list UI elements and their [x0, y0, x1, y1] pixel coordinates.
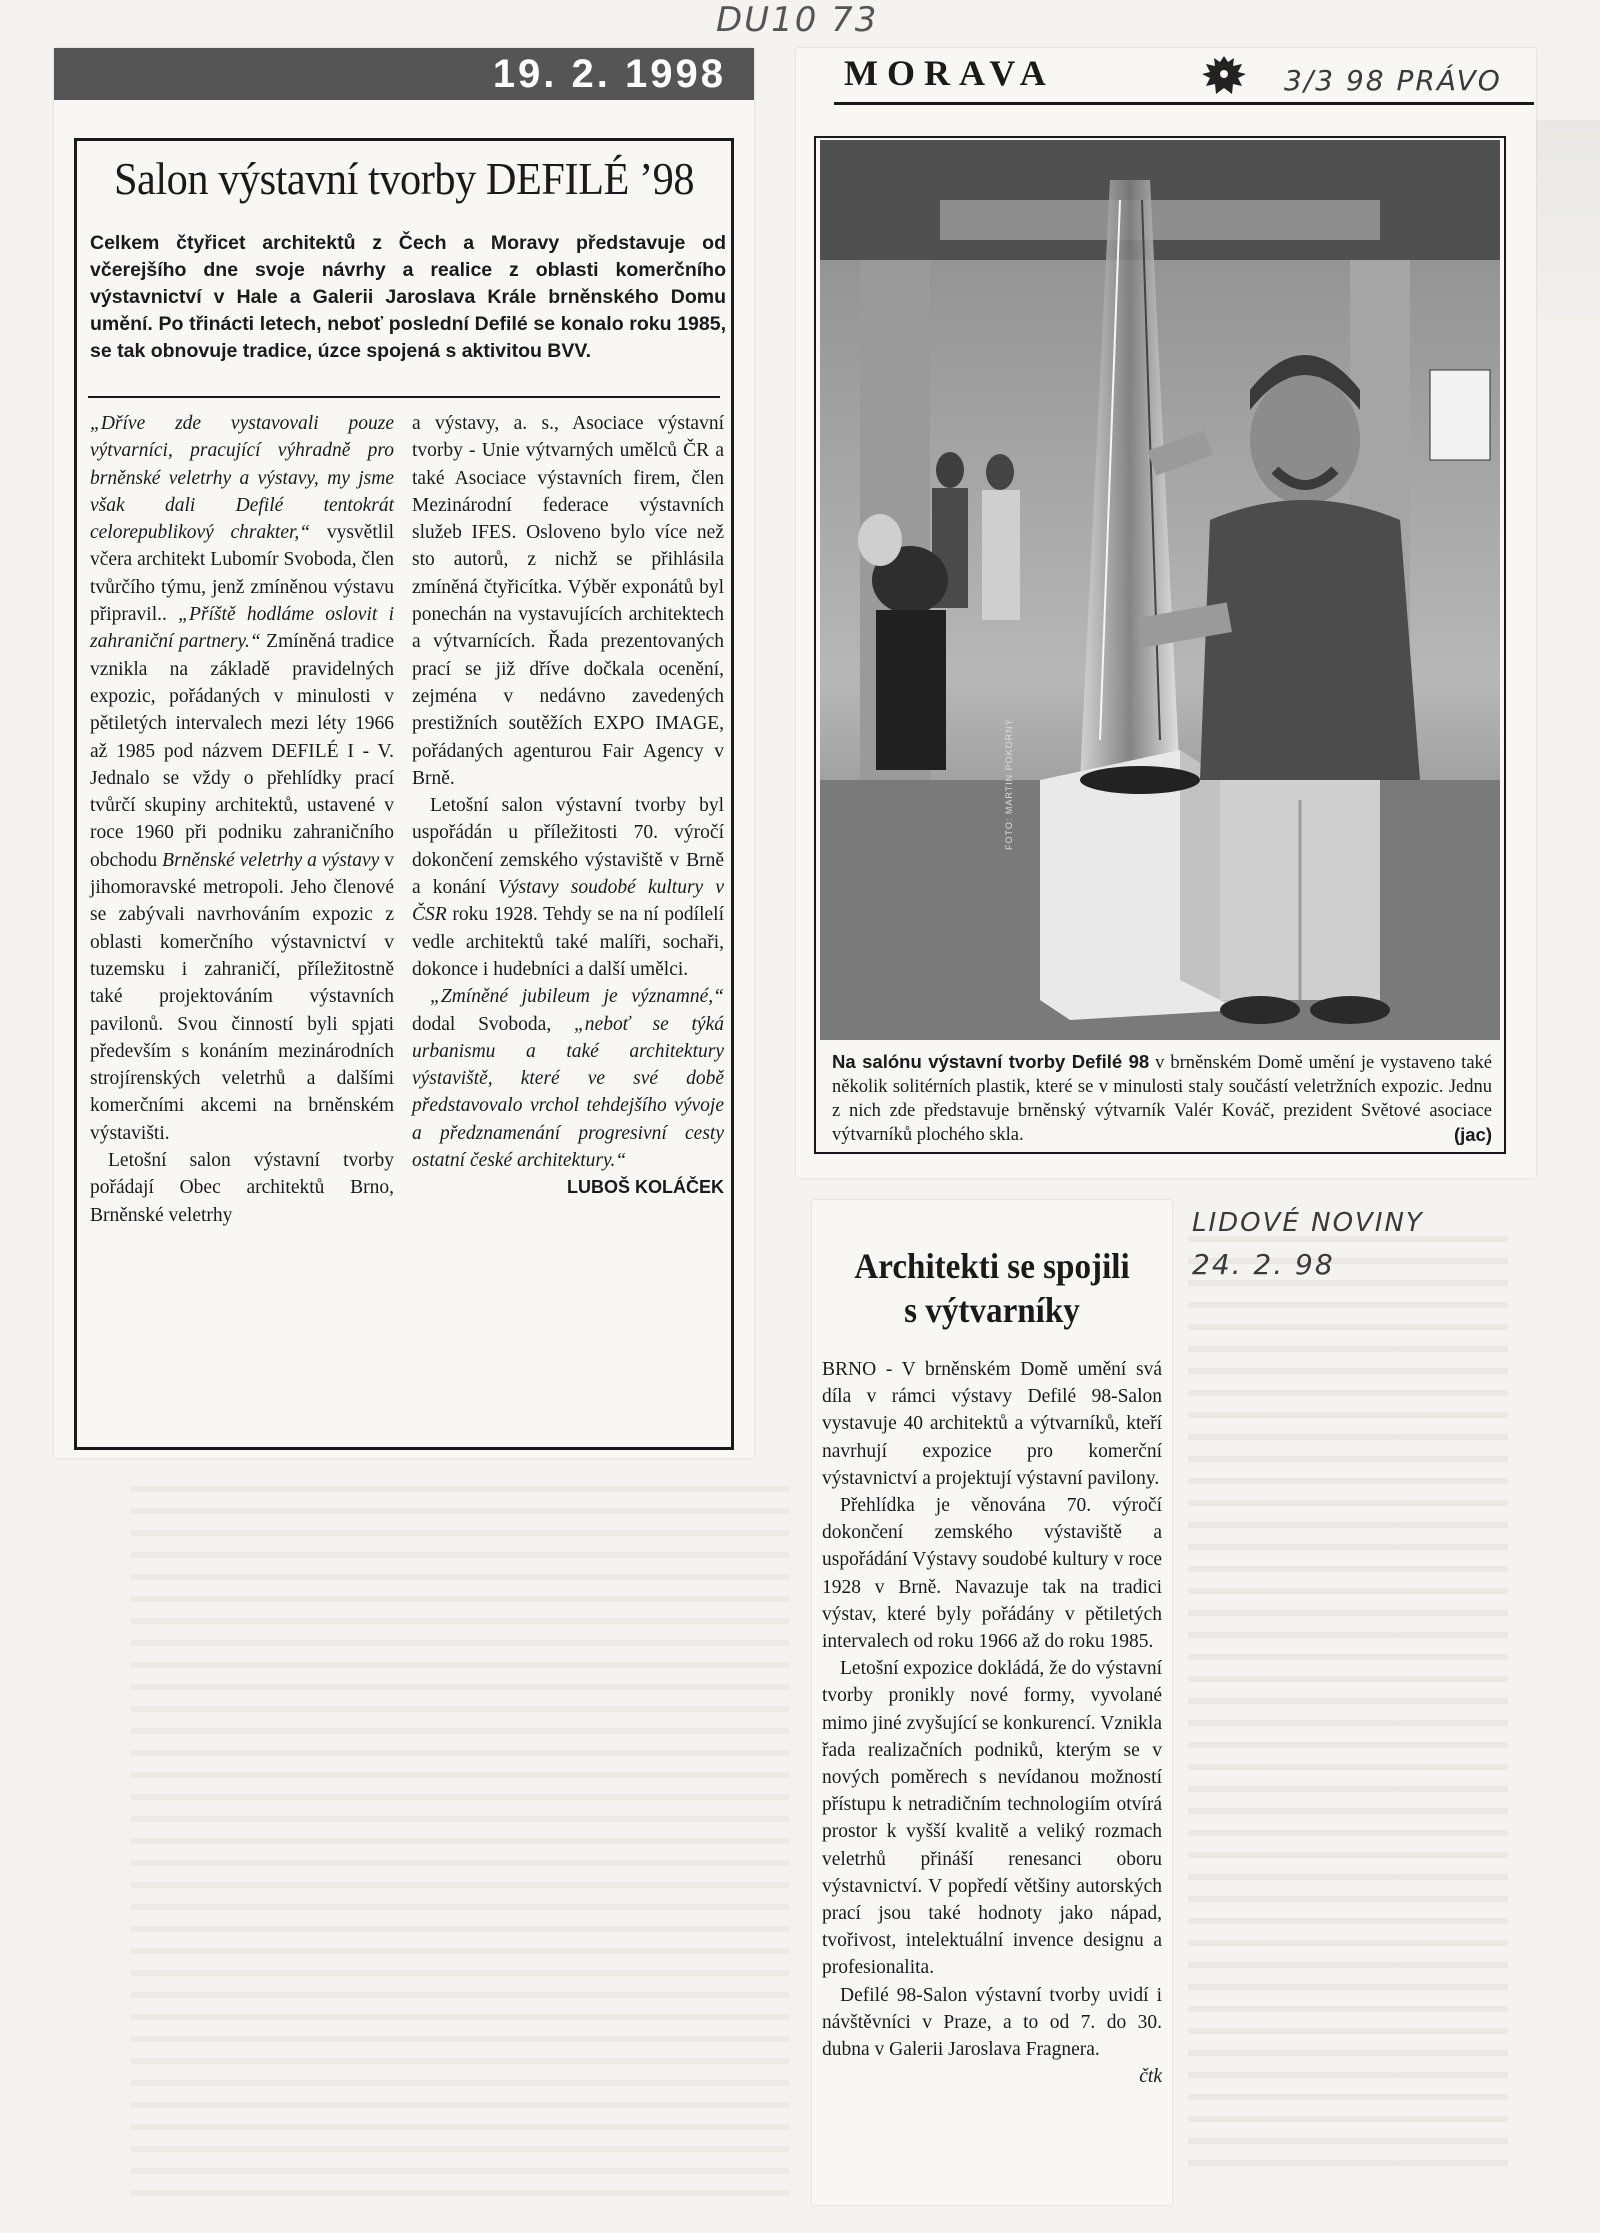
handwritten-source-note: 3/3 98 PRÁVO — [1284, 64, 1502, 97]
archive-note: DU10 73 — [716, 0, 879, 40]
text-run: vysvětlil včera architekt Lubomír Svoboda, člen tvůrčího týmu, jenž zmíněnou výstavu připravil.. — [90, 522, 394, 626]
text-run: Zmíněná tradice vznikla na základě pravidelných expozic, pořádaných v minulosti v pětiletých intervalech mezi léty 1966 až 1985 pod názvem DEFILÉ I - V. Jednalo se vždy o přehlídky prací tvůrčí skupiny architektů, ustavené v roce 1960 při podniku zahraničního obchodu — [90, 631, 395, 871]
date-bar — [54, 48, 754, 100]
masthead: MORAVA — [844, 53, 1055, 93]
headline-line-2: s výtvarníky — [904, 1290, 1080, 1330]
paragraph: Letošní salon výstavní tvorby pořádají Obec architektů Brno, Brněnské veletrhy — [90, 1150, 394, 1226]
background-bleed-column-right — [1188, 1220, 1508, 2170]
caption-body: v brněnském Domě umění je vystaveno také několik solitérních plastik, které se v minulosti staly součástí veletržních expozic. Jednu z nich zde představuje brněnský výtvarník Valér Kováč, prezident Světové asociace výtvarníků plochého skla. — [832, 1053, 1492, 1145]
exhibition-name: Výstavy soudobé kultury v ČSR — [412, 877, 724, 926]
quote-3: „Zmíněné jubileum je významné,“ — [430, 986, 724, 1008]
handwritten-date: 24. 2. 98 — [1192, 1248, 1335, 1281]
article-headline-2 — [836, 1244, 1149, 1332]
article-2-body — [822, 1356, 1162, 2090]
article-lede: Celkem čtyřicet architektů z Čech a Moravy představuje od včerejšího dne svoje návrhy a realice z oblasti komerčního výstavnictví v Hale a Galerii Jaroslava Krále brněnského Domu umění. Po třinácti letech, neboť poslední Defilé se konalo roku 1985, se tak obnovuje tradice, úzce spojená s aktivitou BVV. — [90, 232, 726, 362]
quote-1: „Dříve zde vystavovali pouze výtvarníci, pracující výhradně pro brněnské veletrhy a výstavy, my jsme však dali Defilé tentokrát celorepublikový chrakter,“ — [90, 413, 394, 544]
background-bleed-column-bottom — [130, 1470, 790, 2210]
caption-lead: Na salónu výstavní tvorby Defilé 98 — [832, 1051, 1150, 1072]
agency-tag: čtk — [1139, 2066, 1162, 2088]
lede-divider — [88, 396, 720, 398]
author-byline: LUBOŠ KOLÁČEK — [567, 1177, 724, 1198]
text-run: dodal Svoboda, — [412, 1013, 574, 1035]
masthead-divider — [834, 102, 1534, 105]
background-bleed-left — [6, 60, 46, 2200]
article-headline: Salon výstavní tvorby DEFILÉ ’98 — [113, 153, 695, 204]
quote-4: „neboť se týká urbanismu a také architektury výstaviště, které ve své době představovalo vrchol tehdejšího vývoje a předznamenání progresivní cesty ostatní české architektury.“ — [412, 1013, 724, 1172]
text-run: Letošní salon výstavní tvorby byl uspořádán u příležitosti 70. výročí dokončení zemského výstaviště v Brně a konání — [412, 795, 724, 899]
clipping-date: 19. 2. 1998 — [492, 52, 726, 96]
paragraph: Přehlídka je věnována 70. výročí dokončení zemského výstaviště a uspořádání Výstavy soudobé kultury v roce 1928 v Brně. Navazuje tak na tradici výstav, které byly pořádány v pětiletých intervalech od roku 1966 až do roku 1985. — [822, 1495, 1162, 1653]
quote-2: „Příště hodláme oslovit i zahraniční partnery.“ — [90, 604, 394, 653]
paragraph: a výstavy, a. s., Asociace výstavní tvorby - Unie výtvarných umělců ČR a také Asociace výstavních firem, člen Mezinárodní federace výstavních služeb IFES. Osloveno bylo více než sto autorů, z nichž se přihlásila zmíněná čtyřicítka. Výběr exponátů byl ponechán na vystavujících architektech a výtvarnících. Řada prezentovaných prací se již dříve dočkala ocenění, zejména v nedávno zavedených prestižních soutěžích EXPO IMAGE, pořádaných agenturou Fair Agency v Brně. — [412, 413, 724, 789]
text-run: v jihomoravské metropoli. Jeho členové se zabývali navrhováním expozic z oblasti komerčního výstavnictví v tuzemsku i zahraničí, příležitostně také projektováním výstavních pavilonů. Svou činností byli spjati především s konáním mezinárodních strojírenských veletrhů a dalšími komerčními akcemi na brněnském výstavišti. — [90, 849, 395, 1144]
article-column-2 — [412, 410, 724, 1202]
text-run: roku 1928. Tehdy se na ní podílelí vedle architektů také malíři, sochaři, dokonce i hudebníci a další umělci. — [412, 904, 724, 980]
eagle-emblem-icon — [1198, 50, 1250, 102]
article-column-1 — [90, 410, 394, 1229]
paragraph: Defilé 98-Salon výstavní tvorby uvidí i návštěvníci v Praze, a to od 7. do 30. dubna v Galerii Jaroslava Fragnera. — [822, 1984, 1162, 2061]
photo-caption — [832, 1050, 1492, 1147]
paragraph: BRNO - V brněnském Domě umění svá díla v rámci výstavy Defilé 98-Salon vystavuje 40 architektů a výtvarníků, kteří navrhují expozice pro komerční výstavnictví a projektují výstavní pavilony. — [822, 1359, 1162, 1489]
photo-credit: FOTO: MARTIN POKORNÝ — [1004, 718, 1014, 850]
headline-line-1: Architekti se spojili — [854, 1246, 1130, 1286]
caption-tag: (jac) — [1453, 1124, 1492, 1145]
handwritten-newspaper-name: LIDOVÉ NOVINY — [1192, 1208, 1424, 1238]
exhibition-photo — [820, 140, 1500, 1040]
company-name: Brněnské veletrhy a výstavy — [162, 849, 380, 871]
paragraph: Letošní expozice dokládá, že do výstavní tvorby pronikly nové formy, vyvolané mimo jiné zvyšující se konkurencí. Vznikla řada realizačních podniků, kterým se v nových poměrech s nevídanou možností přístupu k netradičním technologiím otvírá prostor k vyšší kvalitě a veliký rozmach veletrhů přináší renesanci oboru výstavnictví. V popředí většiny autorských prací jsou také hodnoty jako nápad, tvořivost, intelektuální invence designu a profesionalita. — [822, 1658, 1162, 1979]
photo-illustration — [820, 140, 1500, 1040]
